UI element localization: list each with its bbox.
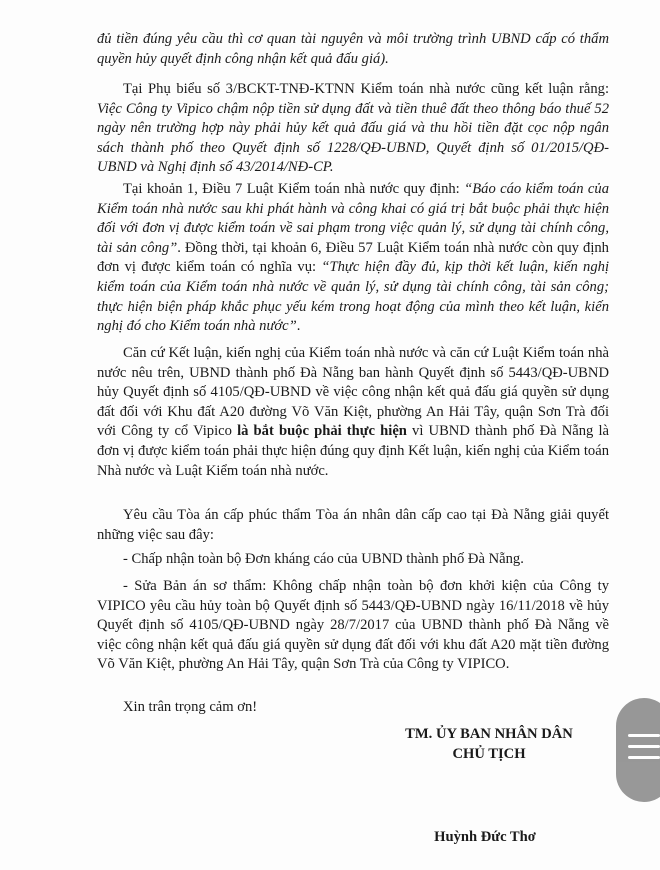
paragraph-request (97, 506, 609, 545)
signature-title: CHỦ TỊCH (452, 746, 526, 762)
paragraph-end: . (296, 318, 301, 335)
paragraph-closing (97, 698, 609, 718)
paragraph-text: - Chấp nhận toàn bộ Đơn kháng cáo của UBND thành phố Đà Nẵng. (123, 551, 524, 567)
paragraph-text: Xin trân trọng cảm ơn! (123, 699, 258, 715)
signature-name: Huỳnh Đức Thơ (434, 829, 536, 845)
paragraph-text: Yêu cầu Tòa án cấp phúc thẩm Tòa án nhân dân cấp cao tại Đà Nẵng giải quyết những việc sau đây: (97, 507, 609, 543)
paragraph-continued (97, 30, 609, 69)
paragraph-audit-conclusion (97, 80, 609, 178)
paragraph-lead: Tại khoản 1, Điều 7 Luật Kiểm toán nhà nước quy định: (123, 181, 465, 197)
audit-quote: Việc Công ty Vipico chậm nộp tiền sử dụng đất và tiền thuê đất theo thông báo thuế 52 ngày nên trường hợp này phải hủy kết quả đấu giá và thu hồi tiền đặt cọc nộp ngân sách thành phố theo Quyết định số 1228/QĐ-UBND, Quyết định số 01/2015/QĐ-UBND và Nghị định số 43/2014/NĐ-CP. (97, 100, 609, 176)
paragraph-text: đủ tiền đúng yêu cầu thì cơ quan tài nguyên và môi trường trình UBND cấp có thẩm quyền hủy quyết định công nhận kết quả đấu giá). (97, 31, 609, 67)
paragraph-middle: . Đồng thời, tại khoản 6, Điều 57 Luật Kiểm toán nhà nước còn quy định đơn vị được kiểm toán có nghĩa vụ: (97, 239, 609, 276)
bold-emphasis: là bắt buộc phải thực hiện (237, 423, 407, 440)
law-quote-article-57: “Thực hiện đầy đủ, kịp thời kết luận, kiến nghị kiểm toán của Kiểm toán nhà nước về quản lý, sử dụng tài chính công, tài sản công; thực hiện biện pháp khắc phục yếu kém trong hoạt động của mình theo kết luận, kiến nghị đó cho Kiểm toán nhà nước” (97, 259, 610, 335)
paragraph-item-2 (97, 577, 609, 675)
paragraph-decision-basis (97, 344, 609, 481)
paragraph-lead: Căn cứ Kết luận, kiến nghị của Kiểm toán nhà nước và căn cứ Luật Kiểm toán nhà nước nêu trên, UBND thành phố Đà Nẵng ban hành Quyết định số 5443/QĐ-UBND hủy Quyết định số 4105/QĐ-UBND về việc công nhận kết quả đấu giá quyền sử dụng đất đối với Khu đất A20 đường Võ Văn Kiệt, phường An Hải Tây, quận Sơn Trà đối với Công ty cổ Vipico (97, 345, 609, 440)
scroll-menu-button[interactable] (616, 698, 660, 802)
signature-organization: TM. ỦY BAN NHÂN DÂN (405, 726, 573, 742)
law-quote-article-7: “Báo cáo kiểm toán của Kiểm toán nhà nước sau khi phát hành và công khai có giá trị bắt buộc phải thực hiện đối với đơn vị được kiểm toán về sai phạm trong việc quản lý, sử dụng tài chính công, tài sản công” (97, 181, 609, 256)
paragraph-rest: vì UBND thành phố Đà Nẵng là đơn vị được kiểm toán phải thực hiện đúng quy định Kết luận, kiến nghị của Kiểm toán Nhà nước và Luật Kiểm toán nhà nước. (97, 423, 610, 479)
paragraph-item-1 (97, 550, 609, 570)
paragraph-audit-law (97, 180, 609, 337)
paragraph-lead: Tại Phụ biểu số 3/BCKT-TNĐ-KTNN Kiểm toán nhà nước cũng kết luận rằng: (123, 81, 609, 97)
paragraph-text: - Sửa Bản án sơ thẩm: Không chấp nhận toàn bộ đơn khởi kiện của Công ty VIPICO yêu cầu hủy toàn bộ Quyết định số 5443/QĐ-UBND ngày 16/11/2018 về hủy Quyết định số 4105/QĐ-UBND ngày 28/7/2017 của UBND thành phố Đà Nẵng về việc công nhận kết quả đấu giá quyền sử dụng đất đối với khu đất A20 mặt tiền đường Võ Văn Kiệt, phường An Hải Tây, quận Sơn Trà của Công ty VIPICO. (97, 578, 609, 673)
